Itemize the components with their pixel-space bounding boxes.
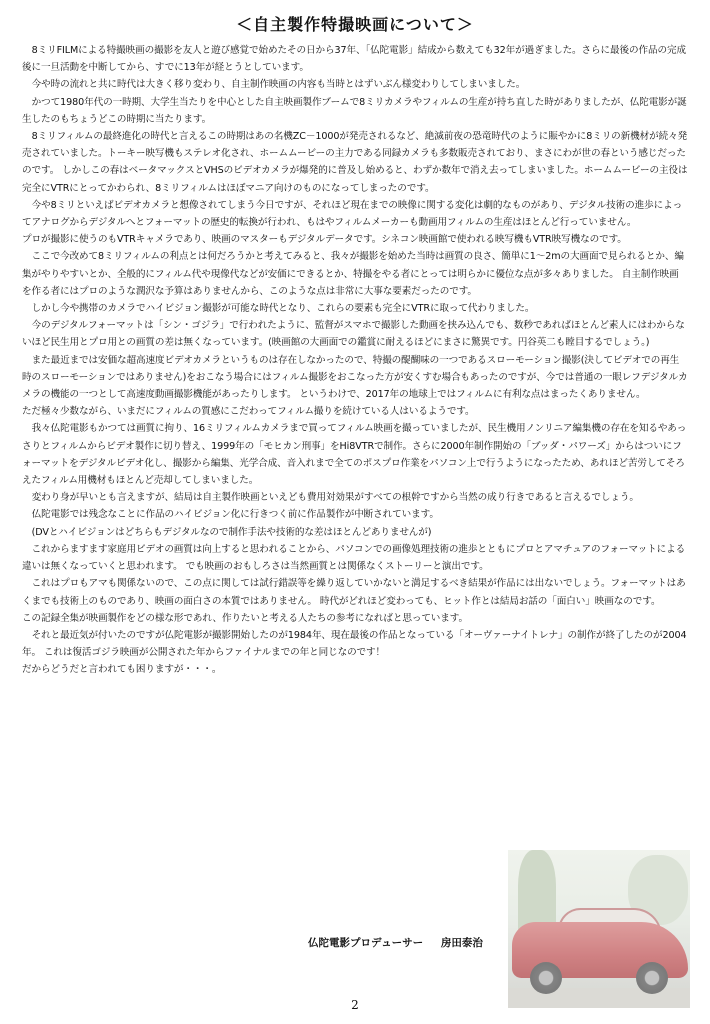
paragraph: 8ミリフィルムの最終進化の時代と言えるこの時期はあの名機ZC－1000が発売されるなど、絶滅前夜の恐竜時代のように賑やかに8ミリの新機材が続々発売されていました。トーキー映写機もステレオ化され、ホームムービーの主力である同録カメラも多数販売されており、まさにわが世の春という感じだったのです。 しかしこの春はベータマックスとVHSのビデオカメラが爆発的に普及し始めると、わずか数年で消え去ってしまいました。ホームムービーの主役は完全にVTRにとってかわられ、8ミリフィルムはほぼマニア向けのものになってしまったのです。 xyxy=(22,131,688,194)
paragraph: (DVとハイビジョンはどちらもデジタルなので制作手法や技術的な差はほとんどありませんが) xyxy=(31,526,432,538)
paragraph: また最近までは安価な超高速度ビデオカメラというものは存在しなかったので、特撮の醍醐味の一つであるスローモーション撮影(決してビデオでの再生時のスローモーションではありません)をおこなう場合にはフィルム撮影をおこなった方が安くすむ場合もあったのですが、今では普通の一眼レフデジタルカメラの機能の一つとして高速度動画撮影機能があったりします。 というわけで、2017年の地球上ではフィルムに有利な点はまったくありません。 xyxy=(22,354,688,401)
paragraph: 今のデジタルフォーマットは「シン・ゴジラ」で行われたように、監督がスマホで撮影した動画を挟み込んでも、数秒であればほとんど素人にはわからないほど民生用とプロ用との画質の差は無くなっています。(映画館の大画面での鑑賞に耐えるほどにまさに驚異です。円谷英二も瞠目するでしょう。) xyxy=(22,320,685,349)
paragraph: これはプロもアマも関係ないので、この点に関しては試行錯誤等を繰り返していかないと満足するべき結果が作品には出ないでしょう。フォーマットはあくまでも技術上のものであり、映画の面白さの本質ではありません。 時代がどれほど変わっても、ヒット作とは結局お話の「面白い」映画なのです。 xyxy=(22,578,686,607)
paragraph: 仏陀電影では残念なことに作品のハイビジョン化に行きつく前に作品製作が中断されています。 xyxy=(31,509,439,521)
paragraph: 8ミリFILMによる特撮映画の撮影を友人と遊び感覚で始めたその日から37年、「仏陀電影」結成から数えても32年が過ぎました。さらに最後の作品の完成後に一旦活動を中断してから、すでに13年が経とうとしています。 xyxy=(22,45,686,74)
paragraph: だからどうだと言われても困りますが・・・。 xyxy=(22,664,222,676)
car-wheel-shape xyxy=(636,962,668,994)
car-wheel-shape xyxy=(530,962,562,994)
paragraph: プロが撮影に使うのもVTRキャメラであり、映画のマスターもデジタルデータです。シネコン映画館で使われる映写機もVTR映写機なのです。 xyxy=(22,234,627,246)
page-title: ＜自主製作特撮映画について＞ xyxy=(236,15,474,34)
signature-name: 房田泰治 xyxy=(440,937,483,949)
car-photo xyxy=(508,850,690,1008)
paragraph: これからますます家庭用ビデオの画質は向上すると思われることから、パソコンでの画像処理技術の進歩とともにプロとアマチュアのフォーマットによる違いは無くなっていくと思われます。 でも映画のおもしろさは当然画質とは関係なくストーリーと演出です。 xyxy=(22,543,686,573)
paragraph: かつて1980年代の一時期、大学生当たりを中心とした自主映画製作ブームで8ミリカメラやフィルムの生産が持ち直した時がありましたが、仏陀電影が誕生したのもちょうどこの時期に当たります。 xyxy=(22,96,687,125)
paragraph: ただ極々少数ながら、いまだにフィルムの質感にこだわってフィルム撮りを続けている人はいるようです。 xyxy=(22,406,475,418)
paragraph: しかし今や携帯のカメラでハイビジョン撮影が可能な時代となり、これらの要素も完全にVTRに取って代わりました。 xyxy=(31,303,535,315)
paragraph: この記録全集が映画製作をどの様な形であれ、作りたいと考える人たちの参考になればと思っています。 xyxy=(22,612,469,624)
paragraph: ここで今改めて8ミリフィルムの利点とは何だろうかと考えてみると、我々が撮影を始めた当時は画質の良さ、簡単に1～2mの大画面で見られるとか、編集がやりやすいとか、全般的にフィルム代や現像代などが安価にできるとか、特撮をやる者にとっては明らかに優位な点が多々ありました。 自主制作映画を作る者にはプロのような潤沢な予算はありませんから、このような点は非常に大事な要素だったのです。 xyxy=(22,251,684,297)
paragraph: 変わり身が早いとも言えますが、結局は自主製作映画といえども費用対効果がすべての根幹ですから当然の成り行きであると言えるでしょう。 xyxy=(31,492,639,504)
paragraph: 今や時の流れと共に時代は大きく移り変わり、自主制作映画の内容も当時とはずいぶん様変わりしてしまいました。 xyxy=(31,79,526,91)
article-body xyxy=(22,42,688,679)
signature xyxy=(308,935,497,950)
signature-org: 仏陀電影プロデューサー xyxy=(308,937,424,949)
paragraph: 今や8ミリといえばビデオカメラと想像されてしまう今日ですが、それほど現在までの映像に関する変化は劇的なものがあり、デジタル技術の進歩によってアナログからデジタルへとフォーマットの歴史的転換が行われ、もはやフィルムメーカーも動画用フィルムの生産はほとんど行っていません。 xyxy=(22,199,683,229)
paragraph: 我々仏陀電影もかつては画質に拘り、16ミリフィルムカメラまで買ってフィルム映画を撮っていましたが、民生機用ノンリニア編集機の存在を知るやあっさりとフィルムからビデオ製作に切り替え、1999年の「モヒカン刑事」をHi8VTRで制作。さらに2000年制作開始の「ブッダ・パワーズ」からはついにフォーマットをデジタルビデオ化し、撮影から編集、光学合成、音入れまで全てのポスプロ作業をパソコン上で行うようになったため、あれほど苦労してそろえたフィルム用機材もほとんど売却してしまいました。 xyxy=(22,423,687,487)
page-number: 2 xyxy=(351,998,359,1012)
paragraph: それと最近気が付いたのですが仏陀電影が撮影開始したのが1984年、現在最後の作品となっている「オーヴァーナイトレナ」の制作が終了したのが2004年。 これは復活ゴジラ映画が公開された年からファイナルまでの年と同じなのです！ xyxy=(22,629,687,659)
